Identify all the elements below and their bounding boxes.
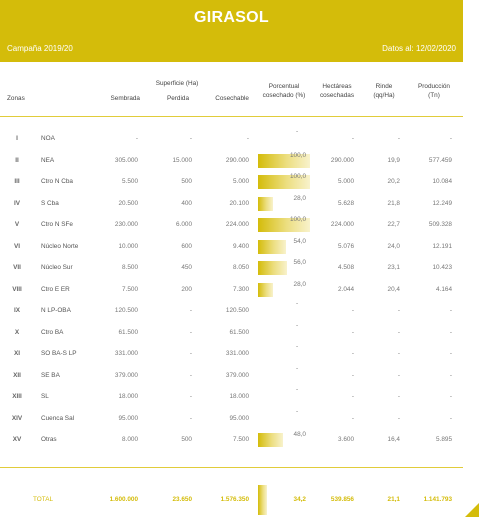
zona-number: X (14, 328, 20, 336)
hectareas-cell: - (351, 393, 354, 400)
perdida-cell: 600 (181, 242, 192, 250)
cosechable-cell: 120.500 (225, 307, 249, 314)
zona-number: I (16, 135, 18, 142)
rinde-cell: 16,4 (387, 436, 400, 443)
zona-name: SO BA-S LP (41, 350, 77, 357)
hectareas-cell: 224.000 (330, 221, 354, 228)
zona-name: Ctro N Cba (41, 178, 73, 185)
cosechable-cell: 331.000 (225, 350, 249, 357)
pct-value: - (296, 407, 299, 415)
zona-number: VIII (12, 285, 22, 293)
cosechable-cell: 20.100 (229, 199, 249, 207)
header-banner (0, 0, 463, 62)
cosechable-header: Cosechable (215, 95, 249, 102)
rinde-cell: - (397, 328, 400, 336)
rinde-cell: 19,9 (387, 156, 400, 164)
table-row (0, 409, 463, 429)
hectareas-cell: 5.076 (338, 242, 354, 250)
table-row (0, 344, 463, 364)
zona-name: SL (41, 393, 49, 400)
table-row (0, 387, 463, 407)
total-cosechable: 1.576.350 (220, 496, 249, 503)
pct-value: - (296, 364, 299, 372)
zona-name: Núcleo Norte (41, 242, 79, 250)
pct-value: - (296, 386, 299, 393)
table-row (0, 258, 463, 278)
pct-bar (258, 197, 273, 211)
pct-bar (258, 240, 286, 254)
total-pct: 34,2 (293, 496, 306, 503)
cosechable-cell: 224.000 (225, 221, 249, 228)
cosechable-cell: 8.050 (233, 264, 249, 271)
pct-value: - (296, 343, 299, 350)
total-rinde: 21,1 (387, 496, 400, 503)
zona-number: IX (13, 307, 21, 314)
perdida-cell: 500 (181, 178, 192, 185)
sembrada-cell: 20.500 (118, 199, 138, 207)
total-hectareas: 539.856 (330, 496, 354, 503)
campaign-label: Campaña 2019/20 (7, 44, 73, 53)
perdida-cell: - (189, 135, 192, 142)
zona-number: VI (13, 242, 21, 250)
zona-number: XV (12, 436, 22, 443)
sembrada-cell: 5.500 (122, 178, 138, 185)
cosechable-cell: 95.000 (229, 414, 249, 422)
zona-number: IV (13, 199, 21, 207)
rinde-cell: - (397, 414, 400, 422)
zona-number: II (15, 156, 19, 164)
hectareas-cell: - (351, 350, 354, 357)
hectareas-cell: 5.000 (338, 178, 354, 185)
pct-value: 100,0 (290, 173, 306, 180)
sembrada-cell: 18.000 (118, 393, 138, 400)
hectareas-cell: - (351, 414, 354, 422)
corner-accent (465, 503, 479, 517)
sembrada-cell: 331.000 (114, 350, 138, 357)
pct-bar (258, 283, 273, 297)
pct-value: 54,0 (293, 237, 306, 245)
zona-number: XI (13, 350, 21, 357)
perdida-cell: - (189, 350, 192, 357)
rinde-cell: 21,8 (387, 199, 400, 207)
porcentual-header: Porcentual cosechado (%) (262, 83, 306, 99)
perdida-cell: 15.000 (172, 156, 192, 164)
cosechable-cell: 7.500 (233, 436, 249, 443)
table-row (0, 172, 463, 192)
produccion-cell: - (449, 135, 452, 142)
perdida-cell: 6.000 (176, 221, 192, 228)
zona-name: Ctro N SFe (41, 221, 73, 228)
rinde-cell: - (397, 135, 400, 142)
table-row (0, 237, 463, 257)
total-label: TOTAL (33, 496, 54, 503)
sembrada-cell: 8.000 (122, 436, 138, 443)
pct-value: 28,0 (293, 280, 306, 288)
pct-value: 28,0 (293, 194, 306, 202)
rinde-cell: - (397, 350, 400, 357)
rinde-cell: 20,4 (387, 285, 400, 293)
produccion-cell: - (449, 414, 452, 422)
pct-value: - (296, 321, 299, 329)
table-row (0, 430, 463, 450)
zona-number: XIII (12, 393, 22, 400)
produccion-cell: 12.249 (432, 199, 452, 207)
perdida-cell: - (189, 371, 192, 379)
table-row (0, 151, 463, 171)
rinde-cell: - (397, 393, 400, 400)
produccion-cell: 10.084 (432, 178, 452, 185)
header-separator (0, 116, 463, 117)
produccion-cell: 577.459 (428, 156, 452, 164)
perdida-cell: 500 (181, 436, 192, 443)
produccion-cell: 4.164 (436, 285, 452, 293)
cosechable-cell: 379.000 (225, 371, 249, 379)
pct-value: - (296, 300, 299, 307)
total-row (0, 490, 463, 510)
table-row (0, 215, 463, 235)
sembrada-cell: 61.500 (118, 328, 138, 336)
perdida-cell: - (189, 307, 192, 314)
sembrada-cell: 7.500 (122, 285, 138, 293)
produccion-cell: - (449, 393, 452, 400)
cosechable-cell: 5.000 (233, 178, 249, 185)
sembrada-cell: 230.000 (114, 221, 138, 228)
zona-name: Otras (41, 436, 57, 443)
hectareas-cell: 2.044 (338, 285, 354, 293)
hectareas-cell: 5.628 (338, 199, 354, 207)
table-row (0, 323, 463, 343)
superficie-header: Superficie (Ha) (155, 80, 199, 87)
zona-name: Cuenca Sal (41, 414, 75, 422)
pct-value: - (296, 128, 299, 135)
zona-number: VII (13, 264, 21, 271)
produccion-cell: - (449, 328, 452, 336)
hectareas-cell: - (351, 307, 354, 314)
total-sembrada: 1.600.000 (109, 496, 138, 503)
rinde-cell: 24,0 (387, 242, 400, 250)
date-label: Datos al: 12/02/2020 (382, 44, 456, 53)
sembrada-cell: 379.000 (114, 371, 138, 379)
produccion-cell: - (449, 371, 452, 379)
sembrada-cell: 10.000 (118, 242, 138, 250)
total-produccion: 1.141.793 (423, 496, 452, 503)
pct-value: 56,0 (293, 259, 306, 266)
zona-name: Núcleo Sur (41, 264, 73, 271)
perdida-cell: - (189, 393, 192, 400)
rinde-cell: - (397, 371, 400, 379)
zona-name: N LP-OBA (41, 307, 71, 314)
cosechable-cell: 18.000 (229, 393, 249, 400)
zona-number: III (14, 178, 20, 185)
perdida-header: Perdida (166, 95, 190, 102)
sembrada-cell: - (135, 135, 138, 142)
hectareas-cell: 4.508 (338, 264, 354, 271)
produccion-cell: 5.895 (436, 436, 452, 443)
pct-bar (258, 261, 287, 275)
perdida-cell: - (189, 328, 192, 336)
zona-name: SE BA (41, 371, 60, 379)
hectareas-cell: 290.000 (330, 156, 354, 164)
table-row (0, 280, 463, 300)
hectareas-cell: 3.600 (338, 436, 354, 443)
pct-value: 100,0 (290, 216, 306, 223)
rinde-cell: 20,2 (387, 178, 400, 185)
rinde-cell: - (397, 307, 400, 314)
produccion-cell: 10.423 (432, 264, 452, 271)
cosechable-cell: - (246, 135, 249, 142)
pct-bar (258, 433, 283, 447)
total-separator (0, 467, 463, 468)
pct-value: 48,0 (293, 431, 306, 438)
total-perdida: 23.650 (172, 496, 192, 503)
sembrada-header: Sembrada (110, 95, 140, 102)
zona-number: V (14, 221, 20, 228)
perdida-cell: 450 (181, 264, 192, 271)
sembrada-cell: 95.000 (118, 414, 138, 422)
zona-name: NEA (41, 156, 55, 164)
table-row (0, 194, 463, 214)
sembrada-cell: 305.000 (114, 156, 138, 164)
produccion-cell: - (449, 307, 452, 314)
zona-name: Ctro BA (41, 328, 64, 336)
pct-value: 100,0 (290, 151, 306, 159)
zona-name: Ctro E ER (41, 285, 70, 293)
page-title: GIRASOL (194, 9, 269, 26)
zonas-header: Zonas (7, 95, 25, 102)
table-row (0, 301, 463, 321)
cosechable-cell: 61.500 (229, 328, 249, 336)
sembrada-cell: 8.500 (122, 264, 138, 271)
produccion-cell: 509.328 (428, 221, 452, 228)
cosechable-cell: 9.400 (233, 242, 249, 250)
rinde-cell: 23,1 (387, 264, 400, 271)
cosechable-cell: 7.300 (233, 285, 249, 293)
hectareas-header: Hectáreas cosechadas (319, 83, 355, 99)
perdida-cell: 400 (181, 199, 192, 207)
zona-name: S Cba (41, 199, 59, 207)
sembrada-cell: 120.500 (114, 307, 138, 314)
table-row (0, 129, 463, 149)
rinde-cell: 22,7 (387, 221, 400, 228)
perdida-cell: - (189, 414, 192, 422)
total-progress-bar (258, 485, 267, 515)
zona-number: XII (13, 371, 21, 379)
table-row (0, 366, 463, 386)
produccion-header: Producción (Tn) (418, 83, 450, 99)
zona-name: NOA (41, 135, 55, 142)
hectareas-cell: - (351, 371, 354, 379)
produccion-cell: - (449, 350, 452, 357)
hectareas-cell: - (351, 328, 354, 336)
perdida-cell: 200 (181, 285, 192, 293)
rinde-header: Rinde (qq/Ha) (373, 83, 395, 99)
produccion-cell: 12.191 (432, 242, 452, 250)
zona-number: XIV (11, 414, 23, 422)
hectareas-cell: - (351, 135, 354, 142)
cosechable-cell: 290.000 (225, 156, 249, 164)
